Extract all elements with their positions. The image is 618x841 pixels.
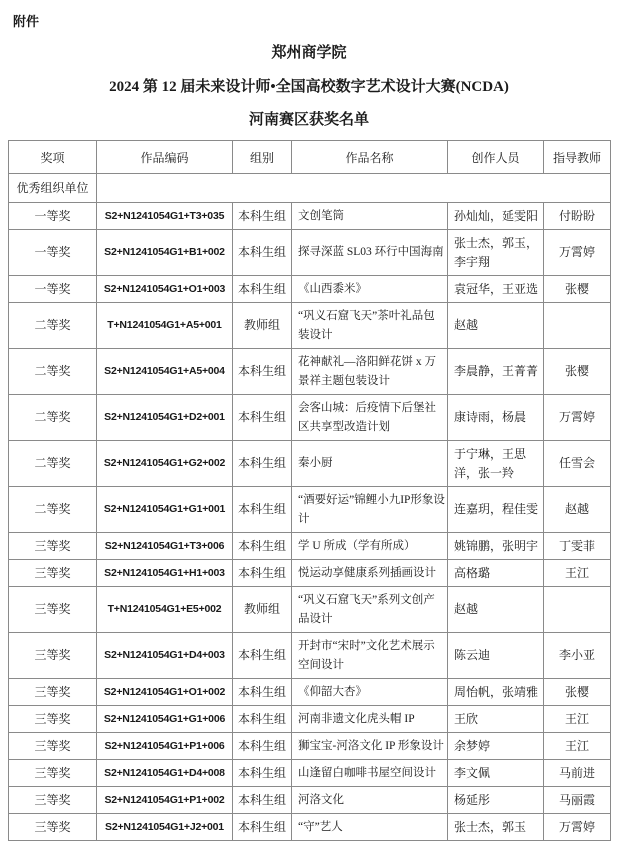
cell-group: 教师组 <box>233 587 292 633</box>
cell-title: “巩义石窟飞天”茶叶礼品包装设计 <box>292 303 448 349</box>
table-row <box>9 230 611 276</box>
cell-award: 二等奖 <box>9 395 97 441</box>
page-title-award-list: 河南赛区获奖名单 <box>248 112 369 128</box>
cell-group: 本科生组 <box>233 349 292 395</box>
cell-award: 二等奖 <box>9 441 97 487</box>
cell-group: 本科生组 <box>233 276 292 303</box>
table-row <box>9 814 611 841</box>
cell-group: 本科生组 <box>233 560 292 587</box>
cell-title: “巩义石窟飞天”系列文创产品设计 <box>292 587 448 633</box>
cell-group: 本科生组 <box>233 787 292 814</box>
cell-creators: 高格璐 <box>448 560 544 587</box>
cell-award: 三等奖 <box>9 587 97 633</box>
cell-creators: 姚锦鹏，张明宇 <box>448 533 544 560</box>
cell-code: S2+N1241054G1+G1+001 <box>97 487 233 533</box>
cell-teacher: 万霄婷 <box>544 395 611 441</box>
cell-teacher: 张樱 <box>544 679 611 706</box>
table-row <box>9 587 611 633</box>
cell-group: 本科生组 <box>233 814 292 841</box>
table-row <box>9 760 611 787</box>
attachment-label: 附件 <box>13 14 40 29</box>
cell-code: T+N1241054G1+A5+001 <box>97 303 233 349</box>
cell-teacher: 付盼盼 <box>544 203 611 230</box>
column-header: 指导教师 <box>544 141 611 174</box>
cell-group: 本科生组 <box>233 203 292 230</box>
column-header: 奖项 <box>9 141 97 174</box>
cell-award: 一等奖 <box>9 276 97 303</box>
cell-code: S2+N1241054G1+D4+008 <box>97 760 233 787</box>
table-row <box>9 633 611 679</box>
cell-award: 三等奖 <box>9 787 97 814</box>
cell-code: S2+N1241054G1+T3+006 <box>97 533 233 560</box>
page-title-institution: 郑州商学院 <box>271 45 347 61</box>
cell-award: 一等奖 <box>9 230 97 276</box>
cell-teacher: 王江 <box>544 706 611 733</box>
table-row <box>9 303 611 349</box>
cell-teacher: 赵越 <box>544 487 611 533</box>
cell-award: 三等奖 <box>9 760 97 787</box>
cell-code: S2+N1241054G1+T3+035 <box>97 203 233 230</box>
cell-award: 三等奖 <box>9 706 97 733</box>
table-row <box>9 787 611 814</box>
cell-creators: 赵越 <box>448 303 544 349</box>
cell-title: 秦小厨 <box>292 441 448 487</box>
cell-award: 三等奖 <box>9 733 97 760</box>
cell-creators: 李晨静，王菁菁 <box>448 349 544 395</box>
cell-group: 教师组 <box>233 303 292 349</box>
cell-creators: 孙灿灿，延雯阳 <box>448 203 544 230</box>
cell-group: 本科生组 <box>233 679 292 706</box>
cell-code: S2+N1241054G1+B1+002 <box>97 230 233 276</box>
cell-title: “守”艺人 <box>292 814 448 841</box>
cell-teacher: 马丽霞 <box>544 787 611 814</box>
cell-creators: 杨延彤 <box>448 787 544 814</box>
cell-group: 本科生组 <box>233 760 292 787</box>
cell-teacher: 任雪会 <box>544 441 611 487</box>
cell-creators: 袁冠华，王亚选 <box>448 276 544 303</box>
cell-code: S2+N1241054G1+D4+003 <box>97 633 233 679</box>
table-header-row <box>9 141 611 174</box>
cell-group: 本科生组 <box>233 230 292 276</box>
table-row <box>9 395 611 441</box>
cell-code: S2+N1241054G1+J2+001 <box>97 814 233 841</box>
cell-title: 探寻深蓝 SL03 环行中国海南 <box>292 230 448 276</box>
cell-creators: 王欣 <box>448 706 544 733</box>
cell-title: 学 U 所成（学有所成） <box>292 533 448 560</box>
cell-award: 二等奖 <box>9 349 97 395</box>
cell-title: 悦运动享健康系列插画设计 <box>292 560 448 587</box>
cell-creators: 于宁琳，王思洋，张一羚 <box>448 441 544 487</box>
cell-title: 《仰韶大杏》 <box>292 679 448 706</box>
cell-teacher: 王江 <box>544 733 611 760</box>
cell-group: 本科生组 <box>233 441 292 487</box>
cell-group: 本科生组 <box>233 487 292 533</box>
cell-teacher: 李小亚 <box>544 633 611 679</box>
table-row <box>9 733 611 760</box>
cell-group: 本科生组 <box>233 706 292 733</box>
cell-teacher: 张樱 <box>544 349 611 395</box>
cell-creators: 周怡帆，张靖雅 <box>448 679 544 706</box>
table-row-excellent-org <box>9 174 611 203</box>
cell-award: 二等奖 <box>9 303 97 349</box>
cell-award: 三等奖 <box>9 560 97 587</box>
cell-title: 狮宝宝-河洛文化 IP 形象设计 <box>292 733 448 760</box>
page-title-competition: 2024 第 12 届未来设计师•全国高校数字艺术设计大赛(NCDA) <box>109 79 509 95</box>
cell-creators: 陈云迪 <box>448 633 544 679</box>
cell-title: 《山西黍米》 <box>292 276 448 303</box>
cell-teacher: 万霄婷 <box>544 230 611 276</box>
table-row <box>9 706 611 733</box>
cell-title: 河南非遗文化虎头帽 IP <box>292 706 448 733</box>
column-header: 创作人员 <box>448 141 544 174</box>
cell-award: 一等奖 <box>9 203 97 230</box>
cell-teacher: 张樱 <box>544 276 611 303</box>
cell-code: S2+N1241054G1+P1+006 <box>97 733 233 760</box>
table-row <box>9 276 611 303</box>
table-row <box>9 203 611 230</box>
table-row <box>9 349 611 395</box>
cell-award: 三等奖 <box>9 679 97 706</box>
cell-code: S2+N1241054G1+O1+002 <box>97 679 233 706</box>
cell-teacher <box>544 303 611 349</box>
table-row <box>9 487 611 533</box>
table-row <box>9 441 611 487</box>
cell-group: 本科生组 <box>233 733 292 760</box>
cell-teacher: 丁雯菲 <box>544 533 611 560</box>
cell-award: 三等奖 <box>9 814 97 841</box>
cell-award: 三等奖 <box>9 533 97 560</box>
column-header: 组别 <box>233 141 292 174</box>
cell-group: 本科生组 <box>233 533 292 560</box>
cell-teacher: 马前进 <box>544 760 611 787</box>
cell-title: 开封市“宋时”文化艺术展示空间设计 <box>292 633 448 679</box>
cell-award: 二等奖 <box>9 487 97 533</box>
cell-code: S2+N1241054G1+H1+003 <box>97 560 233 587</box>
cell-code: S2+N1241054G1+D2+001 <box>97 395 233 441</box>
cell-creators: 余梦婷 <box>448 733 544 760</box>
cell-title: 花神献礼—洛阳鲜花饼 x 万景祥主题包装设计 <box>292 349 448 395</box>
cell-creators: 张士杰，郭玉 <box>448 814 544 841</box>
cell-code: S2+N1241054G1+G1+006 <box>97 706 233 733</box>
cell-title: 会客山城：后疫情下后堡社区共享型改造计划 <box>292 395 448 441</box>
cell-creators: 连嘉玥，程佳雯 <box>448 487 544 533</box>
cell-code: S2+N1241054G1+A5+004 <box>97 349 233 395</box>
cell-award: 三等奖 <box>9 633 97 679</box>
excellent-org-label: 优秀组织单位 <box>9 174 97 203</box>
cell-title: 文创笔筒 <box>292 203 448 230</box>
cell-title: “酒要好运”锦鲤小九IP形象设计 <box>292 487 448 533</box>
cell-teacher: 王江 <box>544 560 611 587</box>
excellent-org-empty-cell <box>97 174 611 203</box>
cell-creators: 赵越 <box>448 587 544 633</box>
cell-group: 本科生组 <box>233 633 292 679</box>
table-row <box>9 533 611 560</box>
cell-code: S2+N1241054G1+O1+003 <box>97 276 233 303</box>
awards-table <box>8 140 611 841</box>
cell-code: S2+N1241054G1+G2+002 <box>97 441 233 487</box>
table-row <box>9 679 611 706</box>
cell-code: T+N1241054G1+E5+002 <box>97 587 233 633</box>
cell-creators: 康诗雨，杨晨 <box>448 395 544 441</box>
column-header: 作品编码 <box>97 141 233 174</box>
cell-teacher <box>544 587 611 633</box>
cell-title: 河洛文化 <box>292 787 448 814</box>
table-row <box>9 560 611 587</box>
cell-creators: 张士杰，郭玉，李宇翔 <box>448 230 544 276</box>
cell-group: 本科生组 <box>233 395 292 441</box>
cell-code: S2+N1241054G1+P1+002 <box>97 787 233 814</box>
cell-title: 山逢留白咖啡书屋空间设计 <box>292 760 448 787</box>
column-header: 作品名称 <box>292 141 448 174</box>
cell-creators: 李文佩 <box>448 760 544 787</box>
cell-teacher: 万霄婷 <box>544 814 611 841</box>
